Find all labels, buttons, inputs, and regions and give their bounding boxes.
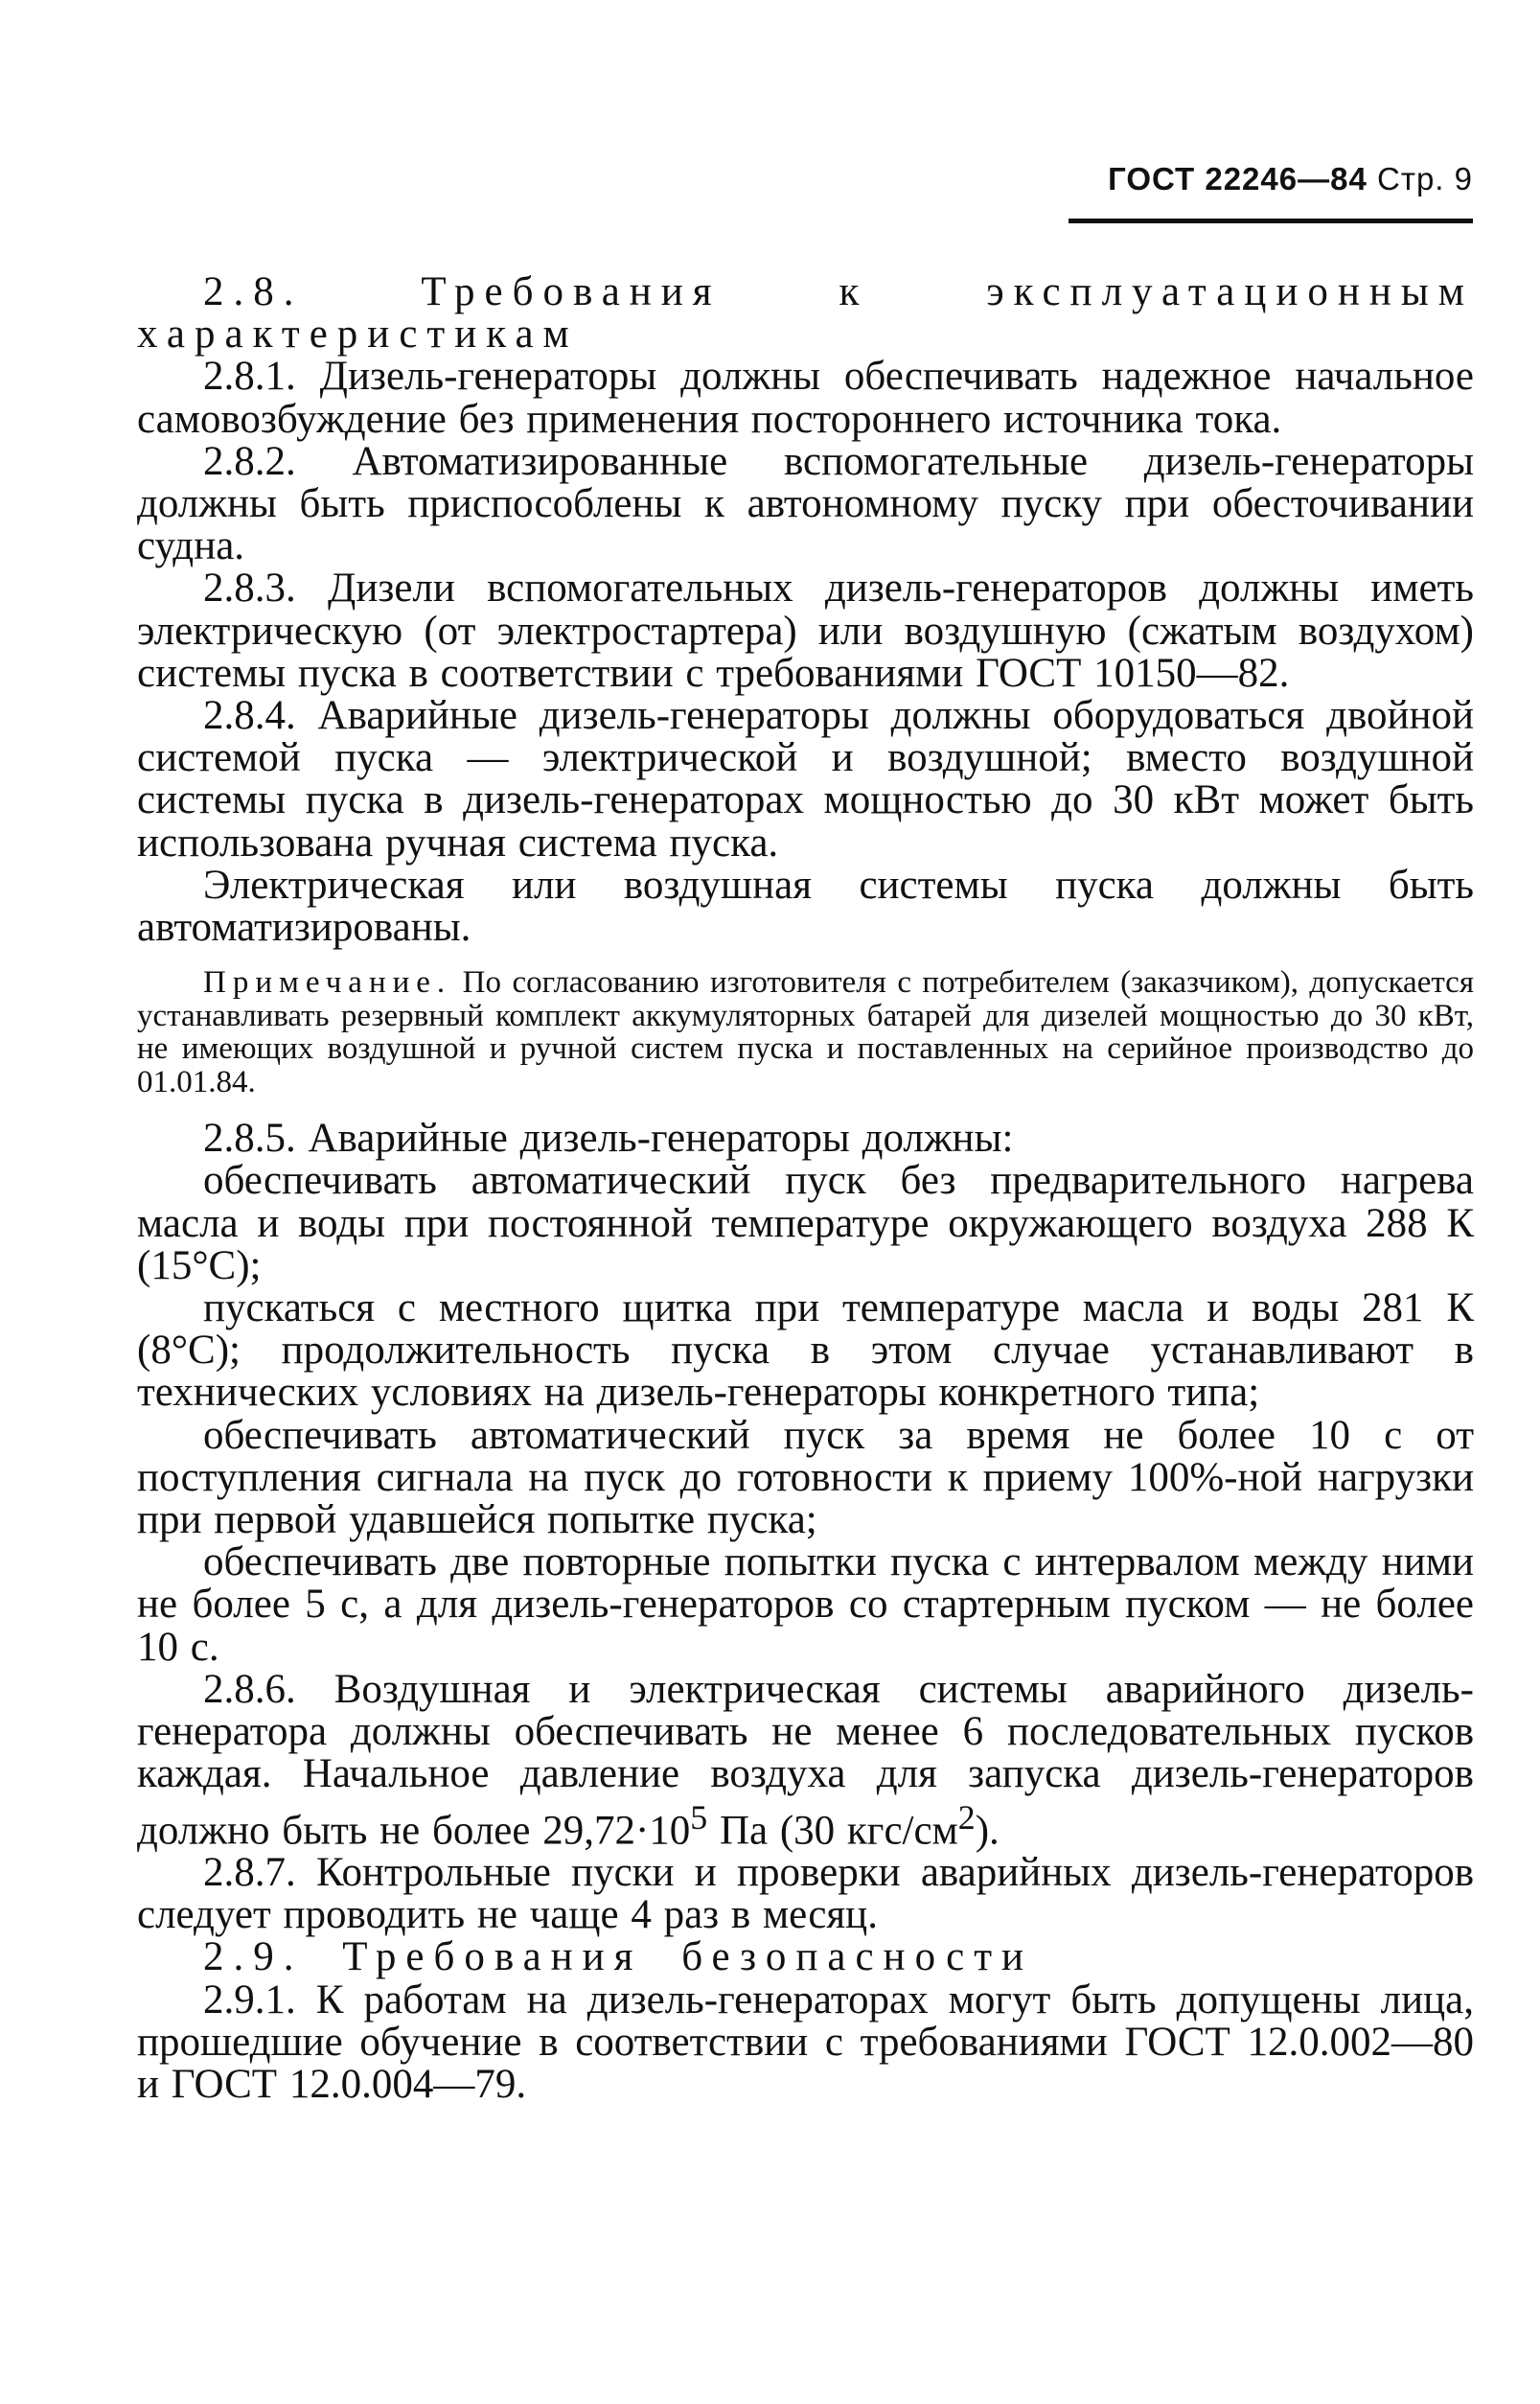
clause-2-8-4-continuation: Электрическая или воздушная системы пуска должны быть автоматизированы. [137,862,1474,951]
clause-2-8-6 [137,1666,1474,1853]
clause-2-8-5-item-1: обеспечивать автоматический пуск без предварительного нагрева масла и воды при постоянной температуре окружающего воздуха 288 К (15°С); [137,1158,1474,1288]
clause-2-8-6-end: ). [975,1807,1000,1853]
clause-2-8-5-item-2: пускаться с местного щитка при температуре масла и воды 281 К (8°С); продолжительность пуска в этом случае устанавливают в технических условиях на дизель-генераторы конкретного типа; [137,1285,1474,1416]
clause-2-8-6-unit: Па (30 кгс/см [707,1807,958,1853]
exponent-5: 5 [690,1797,708,1837]
page-number: Стр. 9 [1377,161,1473,196]
clause-2-8-7: 2.8.7. Контрольные пуски и проверки аварийных дизель-генераторов следует проводить не чаще 4 раз в месяц. [137,1850,1474,1938]
exponent-2: 2 [957,1797,976,1837]
header-rule [1069,219,1473,223]
running-header [1108,161,1473,197]
note [137,966,1474,1098]
clause-2-8-6-text: 2.8.6. Воздушная и электрическая системы аварийного дизель-генератора должны обеспечивать не менее 6 последовательных пусков каждая. Начальное давление воздуха для запуска дизель-генераторов должно быть не более 29,72·10 [137,1666,1474,1853]
section-heading-2-8: 2.8. Требования к эксплуатационным характеристикам [137,269,1474,358]
clause-2-8-3: 2.8.3. Дизели вспомогательных дизель-генераторов должны иметь электрическую (от электростартера) или воздушную (сжатым воздухом) системы пуска в соответствии с требованиями ГОСТ 10150—82. [137,566,1474,696]
clause-2-8-5-item-4: обеспечивать две повторные попытки пуска с интервалом между ними не более 5 с, а для дизель-генераторов со стартерным пуском — не более 10 с. [137,1539,1474,1670]
clause-2-8-5: 2.8.5. Аварийные дизель-генераторы должны: [203,1116,1014,1162]
note-text: По согласованию изготовителя с потребителем (заказчиком), допускается устанавливать резервный комплект аккумуляторных батарей для дизелей мощностью до 30 кВт, не имеющих воздушной и ручной систем пуска и поставленных на серийное производство до 01.01.84. [137,965,1474,1099]
document-body [137,271,1474,2106]
standard-designation: ГОСТ 22246—84 [1108,161,1368,196]
clause-2-8-2: 2.8.2. Автоматизированные вспомогательные дизель-генераторы должны быть приспособлены к автономному пуску при обесточивании судна. [137,438,1474,569]
clause-2-9-1: 2.9.1. К работам на дизель-генераторах могут быть допущены лица, прошедшие обучение в соответствии с требованиями ГОСТ 12.0.002—80 и ГОСТ 12.0.004—79. [137,1976,1474,2108]
section-heading-2-9: 2.9. Требования безопасности [203,1934,1034,1980]
clause-2-8-5-item-3: обеспечивать автоматический пуск за время не более 10 с от поступления сигнала на пуск до готовности к приему 100%-ной нагрузки при первой удавшейся попытке пуска; [137,1412,1474,1543]
clause-2-8-1: 2.8.1. Дизель-генераторы должны обеспечивать надежное начальное самовозбуждение без применения постороннего источника тока. [137,354,1474,442]
clause-2-8-4: 2.8.4. Аварийные дизель-генераторы должны оборудоваться двойной системой пуска — электрической и воздушной; вместо воздушной системы пуска в дизель-генераторах мощностью до 30 кВт может быть использована ручная система пуска. [137,693,1474,866]
note-label: Примечание. [203,965,452,1001]
